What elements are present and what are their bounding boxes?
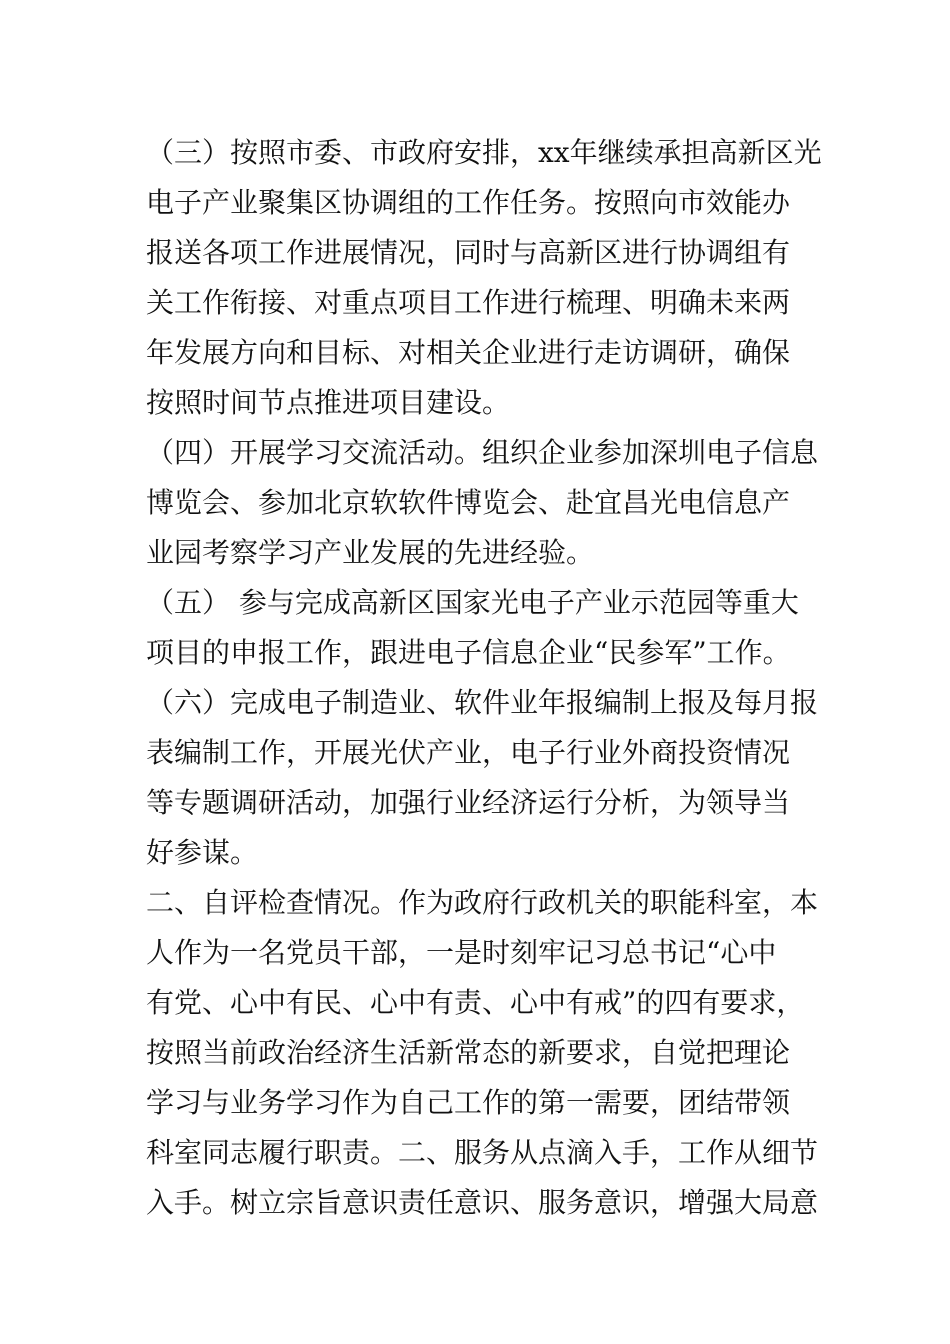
text-line-22: 入手。树立宗旨意识责任意识、服务意识，增强大局意 (146, 1186, 819, 1219)
text-line-12: （六）完成电子制造业、软件业年报编制上报及每月报 (146, 686, 819, 719)
text-line-19: 按照当前政治经济生活新常态的新要求，自觉把理论 (146, 1036, 791, 1069)
text-line-15: 好参谋。 (146, 836, 259, 869)
text-line-10: （五） 参与完成高新区国家光电子产业示范园等重大 (146, 586, 799, 619)
text-line-16: 二、自评检查情况。作为政府行政机关的职能科室，本 (146, 886, 819, 919)
text-line-7: （四）开展学习交流活动。组织企业参加深圳电子信息 (146, 436, 819, 469)
text-line-1: （三）按照市委、市政府安排，xx年继续承担高新区光 (146, 136, 822, 169)
text-line-2: 电子产业聚集区协调组的工作任务。按照向市效能办 (146, 186, 791, 219)
text-line-3: 报送各项工作进展情况，同时与高新区进行协调组有 (146, 236, 791, 269)
text-line-4: 关工作衔接、对重点项目工作进行梳理、明确未来两 (146, 286, 791, 319)
text-line-6: 按照时间节点推进项目建设。 (146, 386, 511, 419)
text-line-8: 博览会、参加北京软软件博览会、赴宜昌光电信息产 (146, 486, 791, 519)
text-line-18: 有党、心中有民、心中有责、心中有戒”的四有要求， (146, 986, 805, 1019)
text-line-14: 等专题调研活动，加强行业经济运行分析，为领导当 (146, 786, 791, 819)
text-line-5: 年发展方向和目标、对相关企业进行走访调研，确保 (146, 336, 791, 369)
text-line-20: 学习与业务学习作为自己工作的第一需要，团结带领 (146, 1086, 791, 1119)
text-line-11: 项目的申报工作，跟进电子信息企业“民参军”工作。 (146, 636, 791, 669)
text-line-21: 科室同志履行职责。二、服务从点滴入手，工作从细节 (146, 1136, 819, 1169)
text-line-17: 人作为一名党员干部，一是时刻牢记习总书记“心中 (146, 936, 777, 969)
text-line-13: 表编制工作，开展光伏产业，电子行业外商投资情况 (146, 736, 791, 769)
document-body (146, 128, 826, 1228)
text-line-9: 业园考察学习产业发展的先进经验。 (146, 536, 595, 569)
